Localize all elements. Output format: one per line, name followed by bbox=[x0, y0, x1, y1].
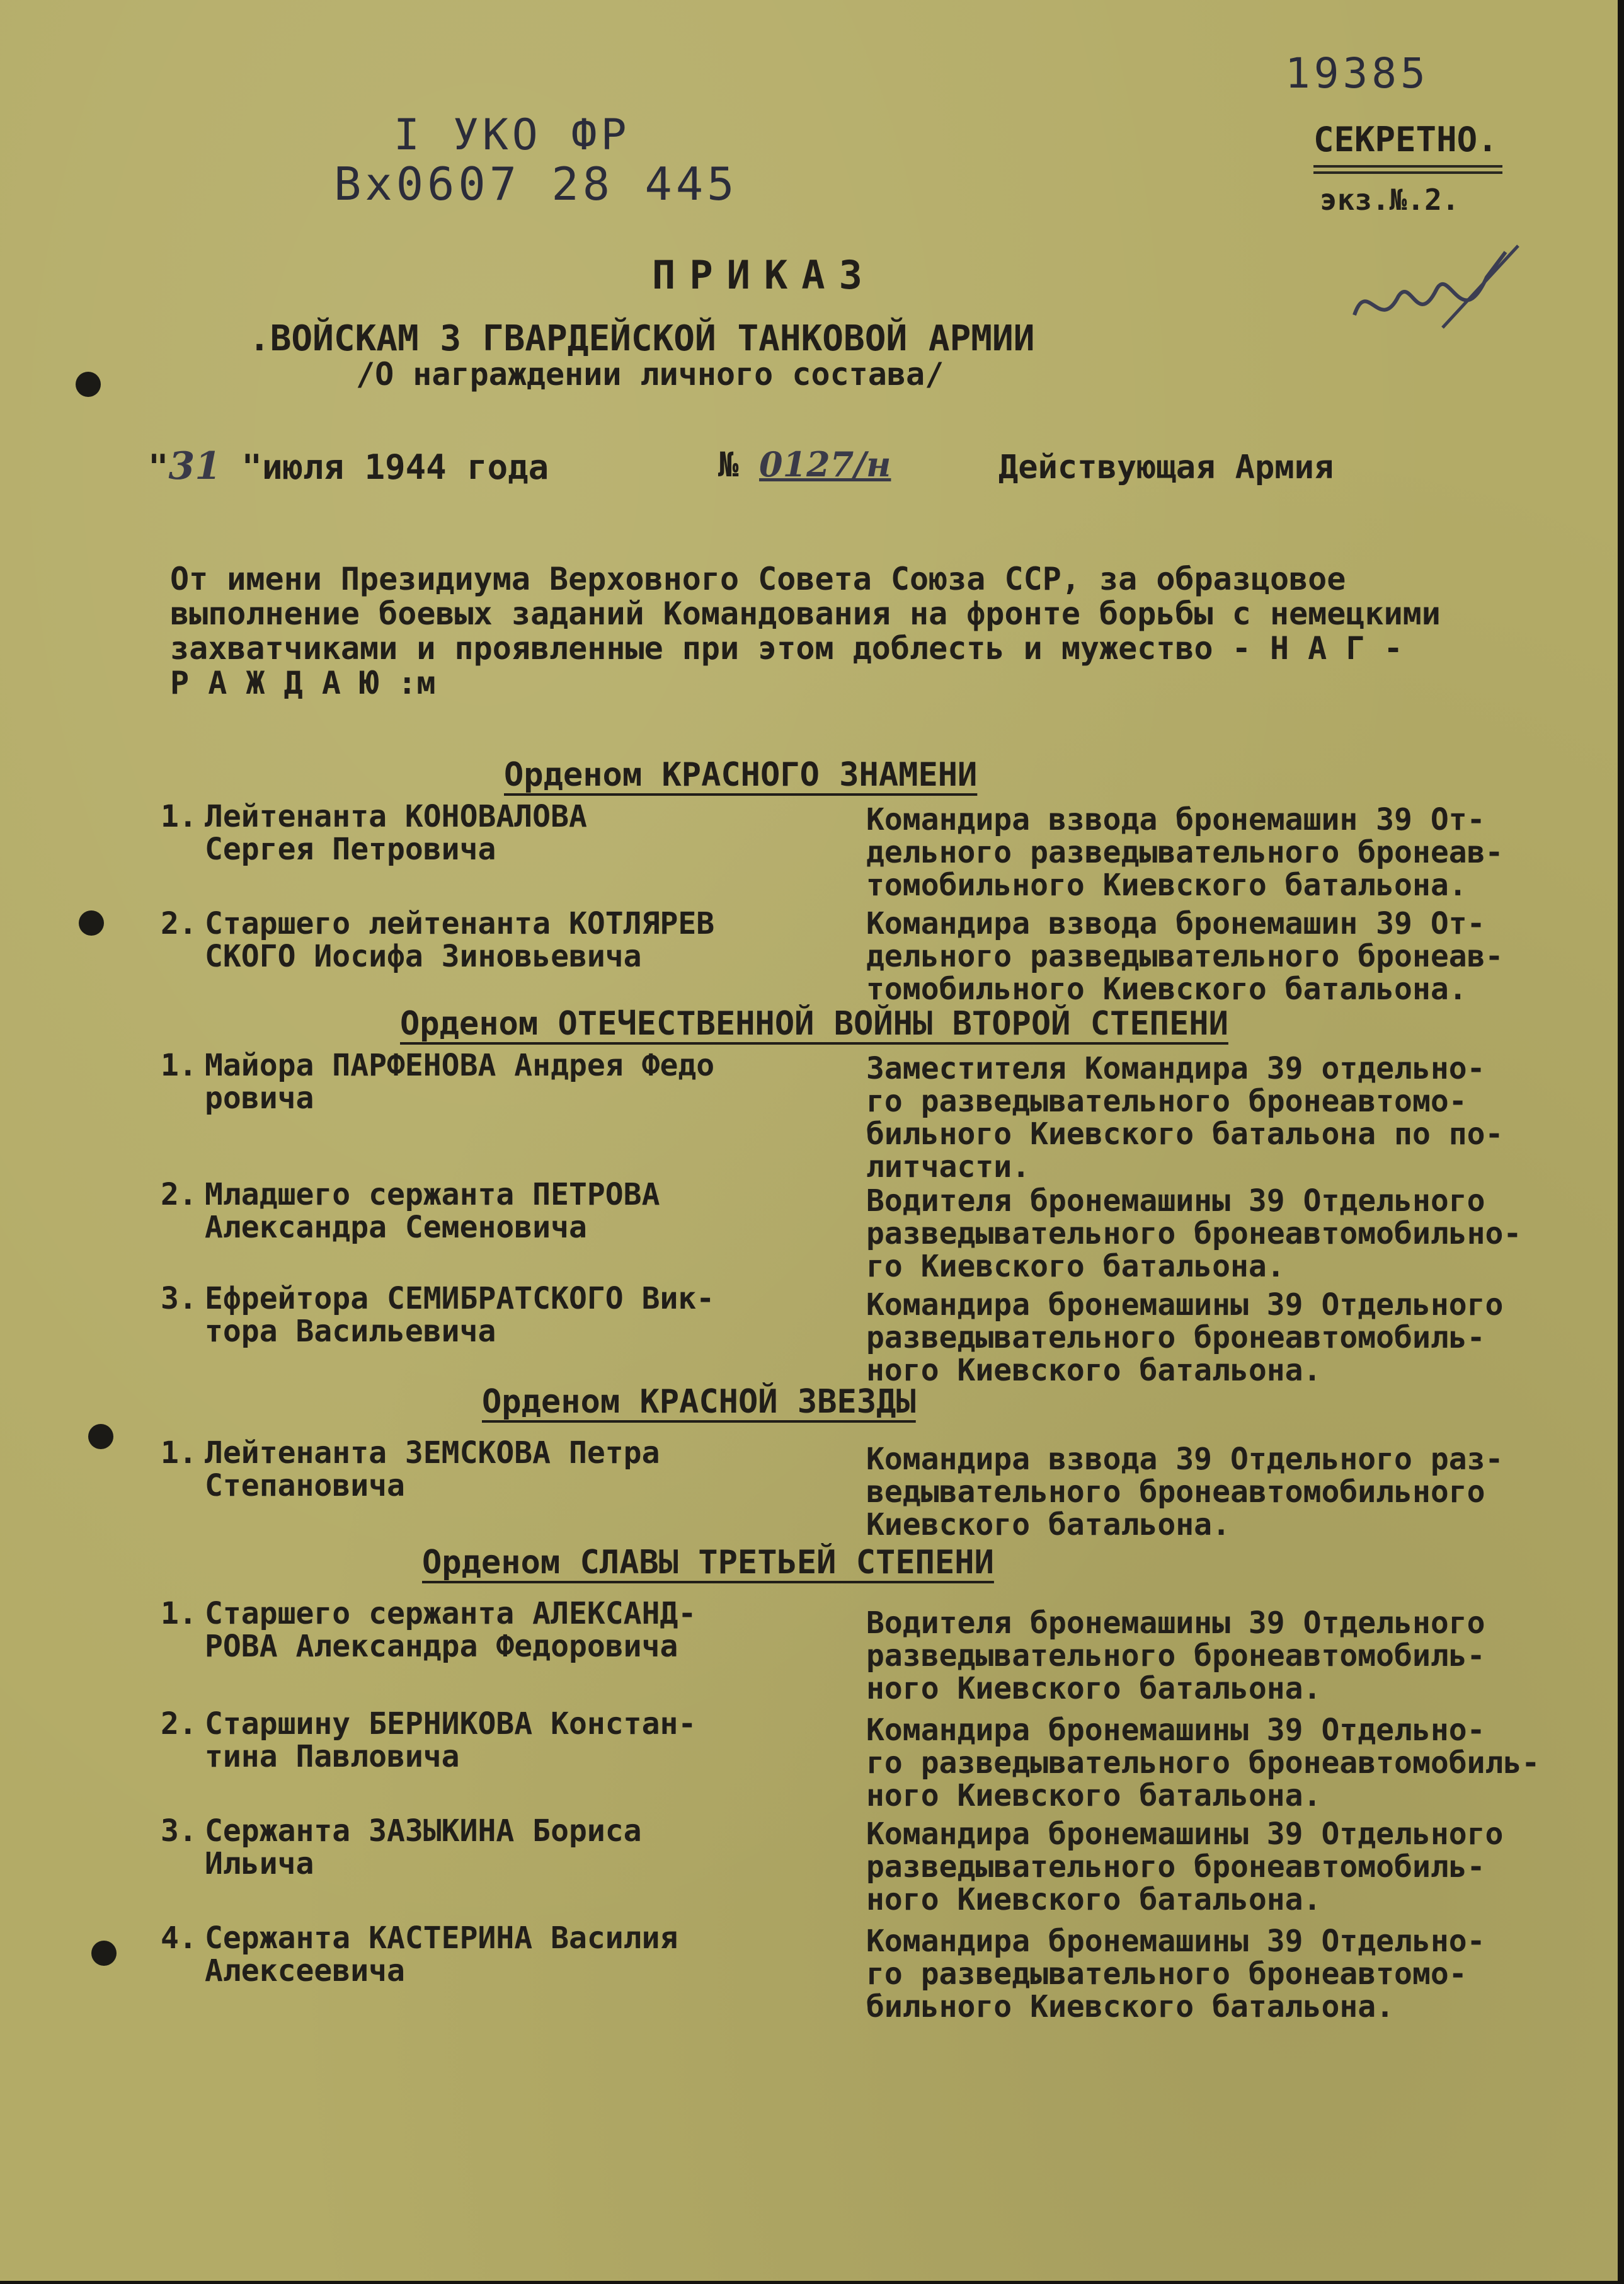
section-heading-patriotic-war: Орденом ОТЕЧЕСТВЕННОЙ ВОЙНЫ ВТОРОЙ СТЕПЕНИ bbox=[400, 1005, 1228, 1043]
award-3-1-name: 1. Лейтенанта ЗЕМСКОВА Петра Степановича bbox=[161, 1435, 660, 1503]
binding-hole bbox=[79, 910, 104, 936]
binding-hole bbox=[76, 372, 101, 397]
binding-hole bbox=[88, 1424, 113, 1449]
preamble-line2: выполнение боевых заданий Командования на фронте борьбы с немецкими bbox=[170, 595, 1441, 632]
section-heading-red-banner: Орденом КРАСНОГО ЗНАМЕНИ bbox=[504, 756, 978, 794]
award-4-1-name: 1. Старшего сержанта АЛЕКСАНД- РОВА Александра Федоровича bbox=[161, 1596, 697, 1664]
award-1-2-name: 2. Старшего лейтенанта КОТЛЯРЕВ СКОГО Иосифа Зиновьевича bbox=[161, 906, 715, 974]
award-3-1-position: Командира взвода 39 Отдельного раз- ведывательного бронеавтомобильного Киевского батальона. bbox=[866, 1442, 1504, 1542]
document-title: ПРИКАЗ bbox=[652, 252, 876, 298]
order-location: Действующая Армия bbox=[998, 449, 1334, 486]
document-subject: /О награждении личного состава/ bbox=[356, 356, 944, 393]
preamble-line4: Р А Ж Д А Ю :м bbox=[170, 665, 436, 701]
award-2-3-name: 3. Ефрейтора СЕМИБРАТСКОГО Вик- тора Васильевича bbox=[161, 1281, 715, 1349]
award-4-1-position: Водителя бронемашины 39 Отдельного разведывательного бронеавтомобиль- ного Киевского батальона. bbox=[866, 1605, 1485, 1706]
award-4-4-position: Командира бронемашины 39 Отдельно- го разведывательного бронеавтомо- бильного Киевского батальона. bbox=[866, 1924, 1485, 2024]
award-2-1-name: 1. Майора ПАРФЕНОВА Андрея Федо ровича bbox=[161, 1048, 715, 1116]
binding-hole bbox=[91, 1941, 117, 1966]
award-4-2-name: 2. Старшину БЕРНИКОВА Констан- тина Павловича bbox=[161, 1706, 697, 1774]
order-date: "31 "июля 1944 года bbox=[148, 444, 549, 488]
order-number: № 0127/н bbox=[718, 444, 891, 485]
section-heading-glory: Орденом СЛАВЫ ТРЕТЬЕЙ СТЕПЕНИ bbox=[422, 1544, 994, 1581]
classification-label: СЕКРЕТНО. bbox=[1313, 120, 1498, 159]
award-1-1-name: 1. Лейтенанта КОНОВАЛОВА Сергея Петровича bbox=[161, 799, 587, 867]
archive-number: 19385 bbox=[1285, 49, 1429, 98]
award-4-3-position: Командира бронемашины 39 Отдельного разведывательного бронеавтомобиль- ного Киевского батальона. bbox=[866, 1816, 1504, 1917]
section-heading-red-star: Орденом КРАСНОЙ ЗВЕЗДЫ bbox=[482, 1383, 916, 1421]
award-2-1-position: Заместителя Командира 39 отдельно- го разведывательного бронеавтомо- бильного Киевского батальона по по- литчасти. bbox=[866, 1051, 1504, 1185]
registry-stamp-line1: I УКО ФР bbox=[394, 110, 631, 160]
award-4-2-position: Командира бронемашины 39 Отдельно- го разведывательного бронеавтомобиль- ного Киевского батальона. bbox=[866, 1713, 1540, 1813]
preamble-line1: От имени Президиума Верховного Совета Союза ССР, за образцовое bbox=[170, 561, 1346, 597]
registry-stamp-line2: Вх0607 28 445 bbox=[334, 158, 738, 210]
award-2-3-position: Командира бронемашины 39 Отдельного разведывательного бронеавтомобиль- ного Киевского батальона. bbox=[866, 1287, 1504, 1388]
copy-number: экз.№.2. bbox=[1320, 183, 1460, 217]
award-2-2-name: 2. Младшего сержанта ПЕТРОВА Александра Семеновича bbox=[161, 1177, 660, 1245]
award-2-2-position: Водителя бронемашины 39 Отдельного разведывательного бронеавтомобильно- го Киевского батальона. bbox=[866, 1183, 1522, 1284]
preamble-line3: захватчиками и проявленные при этом доблесть и мужество - Н А Г - bbox=[170, 630, 1403, 667]
award-4-3-name: 3. Сержанта ЗАЗЫКИНА Бориса Ильича bbox=[161, 1813, 642, 1881]
award-4-4-name: 4. Сержанта КАСТЕРИНА Василия Алексеевича bbox=[161, 1920, 678, 1988]
award-1-2-position: Командира взвода бронемашин 39 От- дельного разведывательного бронеав- томобильного Киевского батальона. bbox=[866, 906, 1504, 1007]
document-subtitle: .ВОЙСКАМ 3 ГВАРДЕЙСКОЙ ТАНКОВОЙ АРМИИ bbox=[249, 318, 1035, 359]
award-1-1-position: Командира взвода бронемашин 39 От- дельного разведывательного бронеав- томобильного Киевского батальона. bbox=[866, 802, 1504, 903]
handwritten-mark bbox=[1342, 239, 1531, 365]
